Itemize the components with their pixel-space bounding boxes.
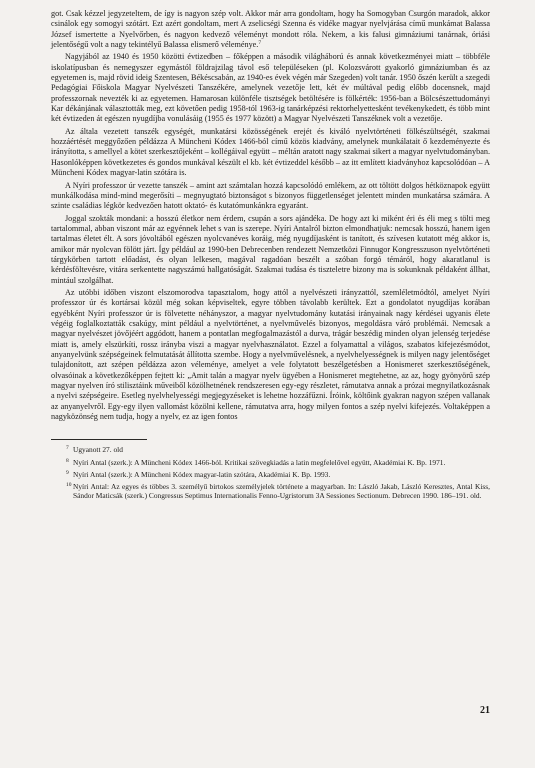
footnote [51, 470, 490, 479]
footnote-text: Nyíri Antal (szerk.): A Müncheni Kódex magyar-latin szótára, Akadémiai K. Bp. 1993. [73, 469, 331, 479]
footnote [51, 482, 490, 500]
paragraph: Joggal szokták mondani: a hosszú életkor nem érdem, csupán a sors ajándéka. De hogy azt ki miként éri és éli meg s tölti meg tartalommal, abban viszont már az egyénnek lehet s van is szerepe. Nyíri Antalról bizton elmondhatjuk: nemcsak hosszú, hanem igen tartalmas életet élt. A sors jóvoltából egészen nyolcvanéves koráig, még nyugdíjasként is tanított, és szívesen kutatott még akkor is, amikor már nyolcvan fölött járt. Így például az 1990-ben Debrecenben rendezett Nemzetközi Finnugor Kongresszuson nyelvtörténeti tárgykörben tartott előadást, és olyan lelkesen, magával ragadóan beszélt a szóban forgó témáról, hogy akaratlanul is kérdésföltevésre, vitára serkentette nagyszámú hallgatóságát. Szakmai tudása és tiszteletre bizony ma is sokunknak példaként állhat, mintául szolgálhat. [51, 213, 490, 285]
paragraph: A Nyíri professzor úr vezette tanszék – amint azt számtalan hozzá kapcsolódó emlékem, az ott töltött dolgos hétköznapok együtt munkálkodása mind-mind megerősíti – megnyugtató biztonságot s bizonyos függetlenséget jelentett minden munkatársa számára. A szinte családias légkör kedvezően hatott oktató- és kutatómunkánkra egyaránt. [51, 180, 490, 211]
footnote-divider [51, 439, 147, 440]
footnote-number: 8 [66, 457, 69, 464]
paragraph: Az általa vezetett tanszék egységét, munkatársi közösségének erejét és kiváló nyelvtörténeti fölkészültségét, szakmai hozzáértését meggyőzően példázza A Müncheni Kódex 1466-ból című közös kiadvány, amelynek munkálatait ő kezdeményezte és irányította, s amellyel a kötet szerkesztőjeként – kollégáival együtt – méltán aratott nagy szakmai sikert a magyar nyelvtudományban. Hasonlóképpen következetes és gondos munkával készült el kb. két évtizeddel később – az itt említett kiadványhoz kapcsolódóan – A Müncheni Kódex magyar-latin szótára is. [51, 126, 490, 178]
footnote-number: 9 [66, 469, 69, 476]
footnote-number: 7 [66, 445, 69, 452]
paragraph: Nagyjából az 1940 és 1950 közötti évtizedben – főképpen a második világháború és annak következményei miatt – többféle iskolatípusban és nemegyszer egymástól földrajzilag távol eső településeken (pl. Kolozsvárott gyakorló gimnáziumban és az egyetemen is, majd rövid ideig Szentesen, Békéscsabán, az 1940-es évek végén már Szegeden) volt tanár. 1950 őszén került a szegedi Pedagógiai Főiskola Magyar Nyelvészeti Tanszékére, amelynek vezetője lett, két év múltával pedig előbb docensnek, majd professzornak nevezték ki az egyetemen. Hamarosan különféle tisztségek betöltésére is fölkérték: 1956-ban a Bölcsészettudományi Kar dékánjának választották meg, ezt követően pedig 1958-tól 1963-ig tanárképzési rektorhelyettesként tevékenykedett, és több mint két évtizeden át egészen nyugdíjba vonulásáig (1955 és 1977 között) a Magyar Nyelvészeti Tanszéknek volt a vezetője. [51, 52, 491, 124]
footnote [51, 458, 490, 467]
body-text [51, 9, 490, 422]
footnote-number: 10 [66, 482, 72, 489]
footnote [51, 445, 490, 454]
page-number: 21 [480, 705, 490, 716]
footnote-text: Nyíri Antal: Az egyes és többes 3. személyű birtokos személyjelek története a magyarban. In: László Jakab, László Keresztes, Antal Kiss, Sándor Maticsák (szerk.) Congressus Septimus Internationalis Fenno-Ugristorum 3A Sessiones Sectionum. Debrecen 1990. 186–191. old. [73, 482, 490, 501]
footnote-text: Nyíri Antal (szerk.): A Müncheni Kódex 1466-ból. Kritikai szövegkiadás a latin megfelelővel együtt, Akadémiai K. Bp. 1971. [73, 457, 446, 467]
footnotes [51, 445, 490, 500]
paragraph: got. Csak kézzel jegyzeteltem, de így is nagyon szép volt. Akkor már arra gondoltam, hogy ha Somogyban Csurgón maradok, akkor csinálok egy somogyi szótárt. Ezt azért gondoltam, mert A zselicségi Szenna és vidéke magyar nyelvjárása című munkámat Balassa József ismertette a Nyelvőrben, és nagyon kedvező véleményt mondott róla. Nekem, a kis falusi gimnáziumi tanárnak, óriási jelentőségű volt a nagy tekintélyű Balassa elismerő véleménye.$^7$ [51, 9, 490, 50]
footnote-mark: 7 [258, 40, 262, 47]
footnote-text: Ugyanott 27. old [73, 445, 123, 455]
paragraph: Az utóbbi időben viszont elszomorodva tapasztalom, hogy attól a nyelvészeti irányzattól, szemléletmódtól, amelyet Nyíri professzor úr és kortársai közül még sokan képviseltek, egyre többen távolabb kerültek. Ezt a gondolatot nyugdíjas korában egyébként Nyíri professzor úr is fölvetette néhányszor, a magyar nyelvtudomány kutatási irányainak nagy kérdései ugyanis élete végéig foglalkoztatták csakúgy, mint például a nyelvtörténet, a nyelvművelés bizonyos, megoldásra váró problémái. Nemcsak a magyar nyelvészet jövőjéért aggódott, hanem a pontatlan megfogalmazástól a durva, trágár beszédig minden olyan jelenség terjedése miatt is, amely elszürkíti, rossz irányba viszi a magyar nyelvhasználatot. Ezzel a folyamattal a világos, szabatos kifejezésmódot, anyanyelvünk szépségeinek felmutatását állította szembe. Hogy a nyelvművelésnek, a nyelvhelyességnek is milyen nagy jelentőséget tulajdonított, azt szépen példázza azon véleménye, amelyet a vele folytatott beszélgetésben a Honismeret szerkesztőségének, olvasóinak a következőképpen fejtett ki: „Amit talán a magyar nyelv ügyében a Honismeret megtehetne, az az, hogy gyönyörű szép magyar nyelven író stilisztáink műveiből közölhetnének rendszeresen egy-egy részletet, rámutatva annak a prózai megnyilatkozásnak a nyelvi szépségeire. Esetleg nyelvhelyességi megjegyzéseket is lehetne hozzáfűzni. Íróink, költőink gyakran nagyon szépen vallanak az anyanyelvről. Egy-egy ilyen vallomást közölni kellene, rámutatva arra, hogy milyen fontos a szép nyelvi kifejezés. Voltaképpen a nagyközönség nem tudja, hogy a nyelv, ez az igen fontos [51, 287, 490, 422]
